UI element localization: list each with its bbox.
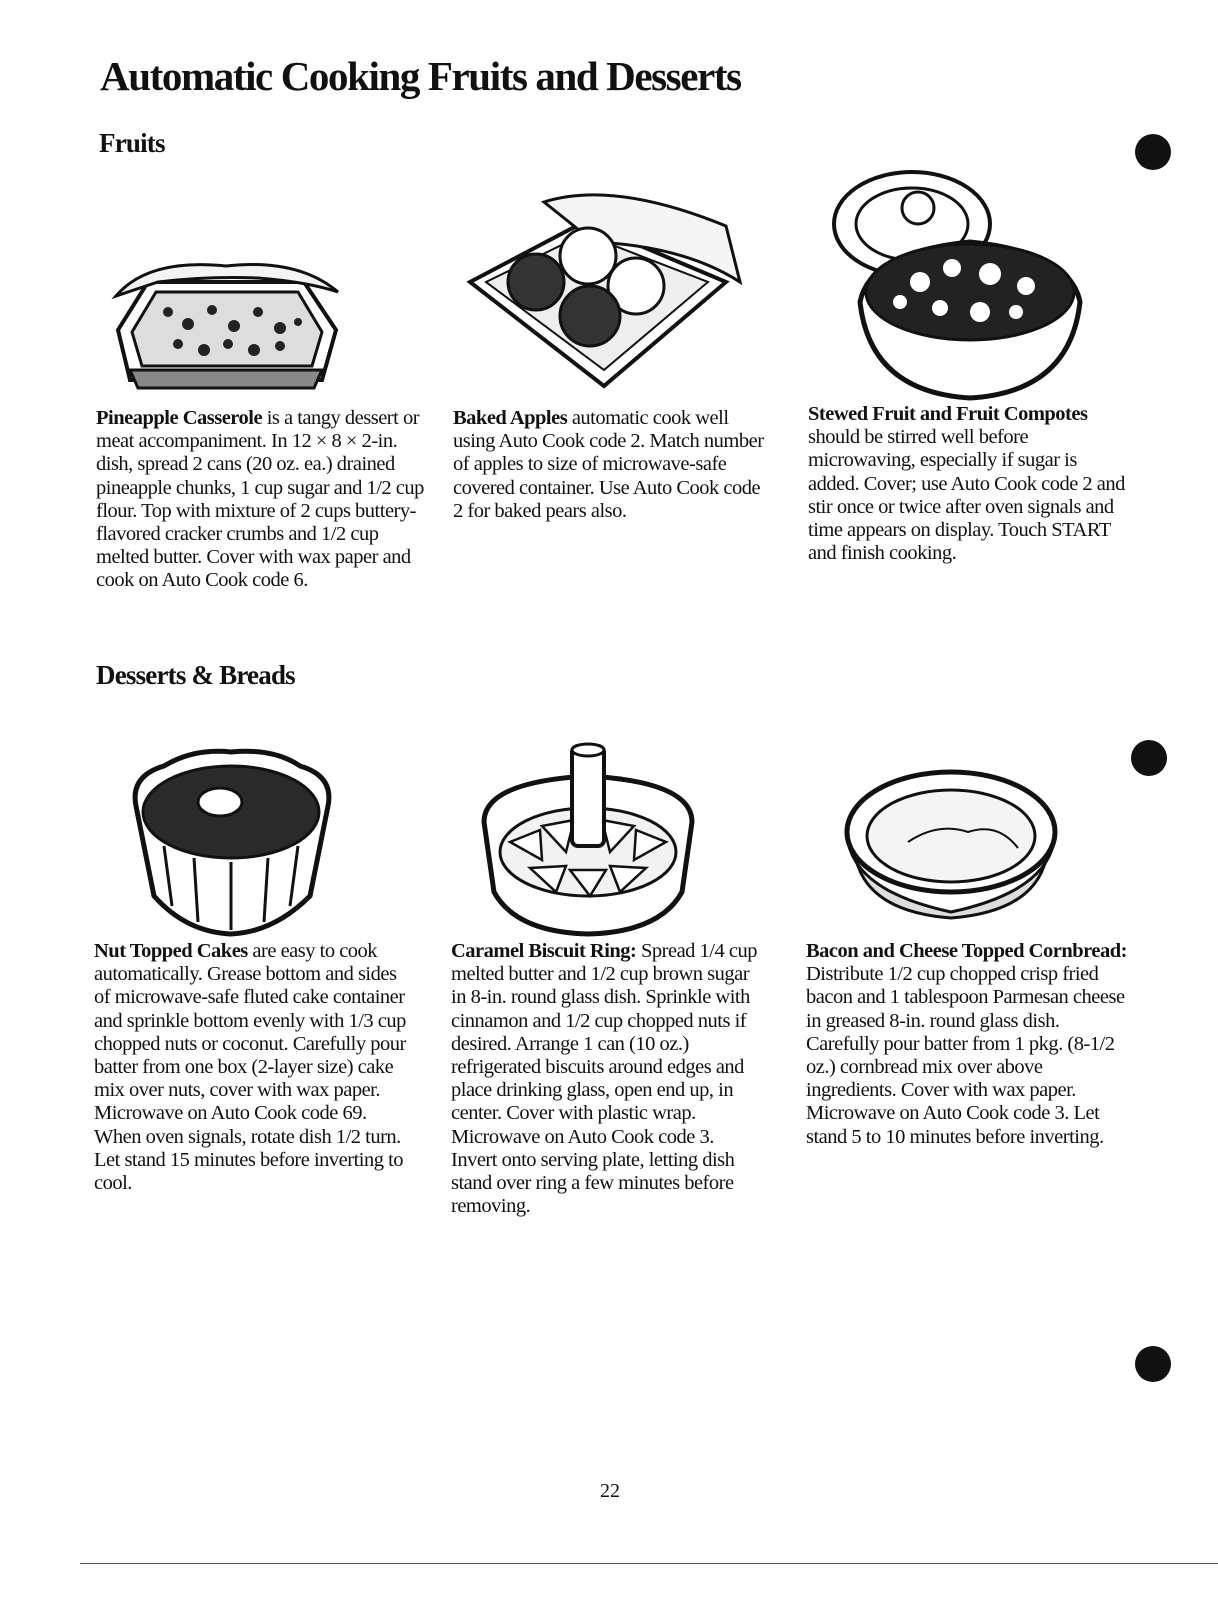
- round-glass-dish-icon: [838, 762, 1064, 922]
- recipe-name: Nut Topped Cakes: [94, 940, 248, 962]
- recipe-text: automatic cook well using Auto Cook code 2. Match number of apples to size of microwave-safe covered container. Use Auto Cook code 2 for baked pears also.: [453, 407, 764, 522]
- recipe-caramel-biscuit-ring: [451, 940, 763, 1218]
- recipe-name: Baked Apples: [453, 407, 568, 429]
- covered-bowl-icon: [830, 162, 1090, 402]
- recipe-name: Bacon and Cheese Topped Cornbread:: [806, 940, 1127, 962]
- page-title: Automatic Cooking Fruits and Desserts: [100, 53, 741, 99]
- recipe-text: are easy to cook automatically. Grease bottom and sides of microwave-safe fluted cake container and sprinkle bottom evenly with 1/3 cup chopped nuts or coconut. Carefully pour batter from one box (2-layer size) cake mix over nuts, cover with wax paper. Microwave on Auto Cook code 69. When oven signals, rotate dish 1/2 turn. Let stand 15 minutes before inverting to cool.: [94, 940, 406, 1195]
- section-heading-desserts: Desserts & Breads: [96, 660, 295, 690]
- recipe-baked-apples: [453, 407, 773, 523]
- section-heading-fruits: Fruits: [99, 128, 165, 158]
- bottom-rule: [80, 1563, 1218, 1564]
- recipe-text: should be stirred well before microwaving, especially if sugar is added. Cover; use Auto Cook code 2 and stir once or twice after oven signals and time appears on display. Touch START and finish cooking.: [808, 426, 1125, 565]
- recipe-nut-topped-cakes: [94, 940, 414, 1195]
- recipe-text: Distribute 1/2 cup chopped crisp fried bacon and 1 tablespoon Parmesan cheese in greased 8-in. round glass dish. Carefully pour batter from 1 pkg. (8-1/2 oz.) cornbread mix over above ingredients. Cover with wax paper. Microwave on Auto Cook code 3. Let stand 5 to 10 minutes before inverting.: [806, 963, 1125, 1148]
- casserole-dish-icon: [108, 252, 344, 392]
- recipe-bacon-cheese-cornbread: [806, 940, 1128, 1149]
- fluted-cake-pan-icon: [124, 746, 338, 936]
- baked-apples-icon: [464, 186, 744, 392]
- punch-hole-top: [1135, 134, 1171, 170]
- recipe-name: Pineapple Casserole: [96, 407, 263, 429]
- recipe-pineapple-casserole: [96, 407, 426, 593]
- punch-hole-bottom: [1135, 1346, 1171, 1382]
- recipe-text: Spread 1/4 cup melted butter and 1/2 cup brown sugar in 8-in. round glass dish. Sprinkle with cinnamon and 1/2 cup chopped nuts if desired. Arrange 1 can (10 oz.) refrigerated biscuits around edges and place drinking glass, open end up, in center. Cover with plastic wrap. Microwave on Auto Cook code 3. Invert onto serving plate, letting dish stand over ring a few minutes before removing.: [451, 940, 757, 1218]
- biscuit-ring-icon: [470, 742, 706, 938]
- page-number: 22: [600, 1480, 620, 1502]
- recipe-name: Stewed Fruit and Fruit Compotes: [808, 403, 1088, 425]
- recipe-stewed-fruit: [808, 403, 1128, 565]
- punch-hole-middle: [1131, 740, 1167, 776]
- recipe-name: Caramel Biscuit Ring:: [451, 940, 637, 962]
- recipe-text: is a tangy dessert or meat accompaniment. In 12 × 8 × 2-in. dish, spread 2 cans (20 oz. ea.) drained pineapple chunks, 1 cup sugar and 1/2 cup flour. Top with mixture of 2 cups buttery-flavored cracker crumbs and 1/2 cup melted butter. Cover with wax paper and cook on Auto Cook code 6.: [96, 407, 424, 592]
